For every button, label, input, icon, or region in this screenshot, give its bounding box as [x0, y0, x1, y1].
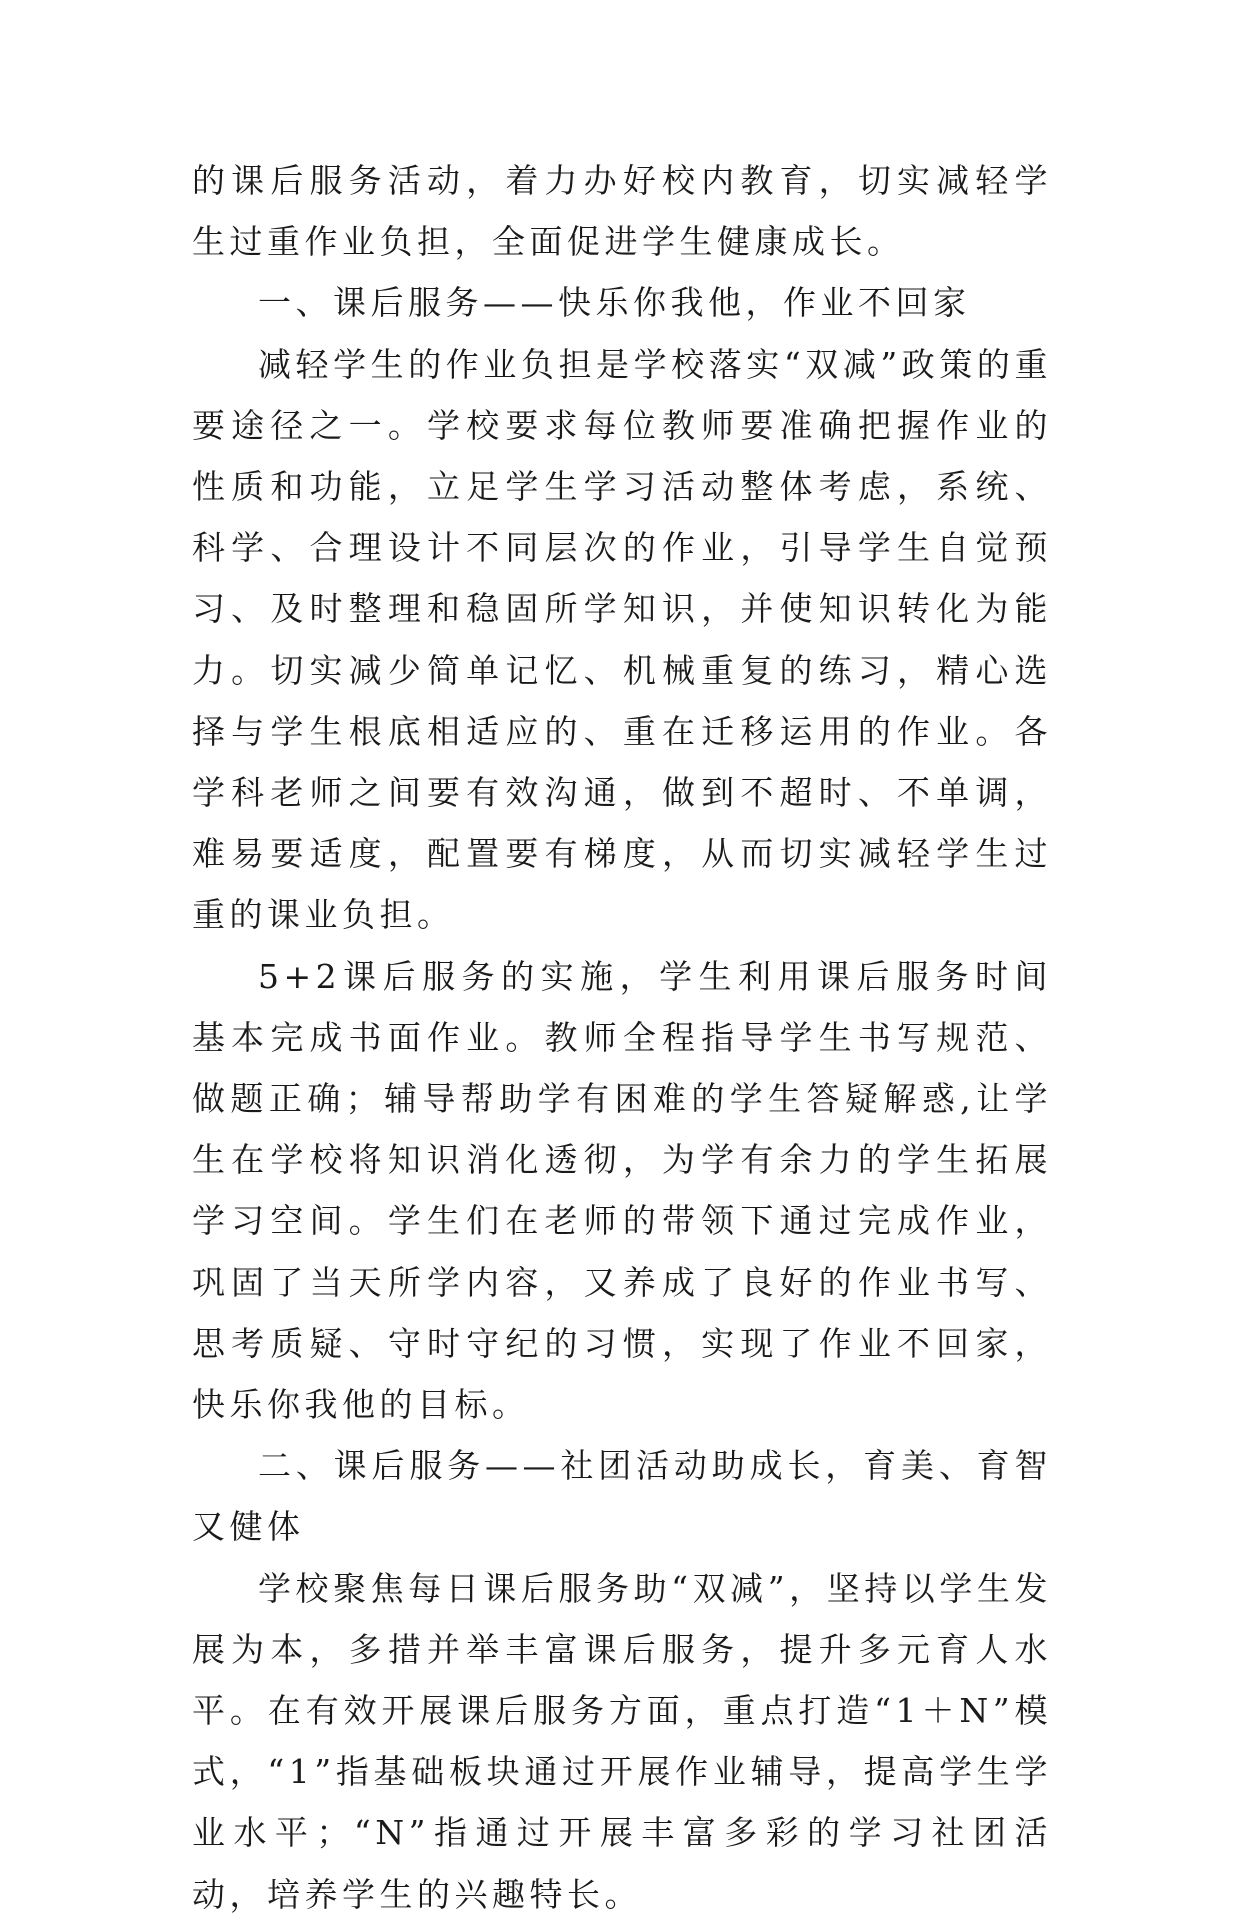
section-heading-2: 二、课后服务——社团活动助成长，育美、育智又健体: [192, 1446, 1052, 1547]
paragraph: 5+2课后服务的实施，学生利用课后服务时间基本完成书面作业。教师全程指导学生书写规范、做题正确；辅导帮助学有困难的学生答疑解惑,让学生在学校将知识消化透彻，为学有余力的学生拓展学习空间。学生们在老师的带领下通过完成作业，巩固了当天所学内容，又养成了良好的作业书写、思考质疑、守时守纪的习惯，实现了作业不回家，快乐你我他的目标。: [192, 956, 1052, 1425]
paragraph-continued: 的课后服务活动，着力办好校内教育，切实减轻学生过重作业负担，全面促进学生健康成长。: [192, 161, 1052, 262]
document-body: [192, 150, 1052, 1925]
paragraph: 减轻学生的作业负担是学校落实“双减”政策的重要途径之一。学校要求每位教师要准确把握作业的性质和功能，立足学生学习活动整体考虑，系统、科学、合理设计不同层次的作业，引导学生自觉预习、及时整理和稳固所学知识，并使知识转化为能力。切实减少简单记忆、机械重复的练习，精心选择与学生根底相适应的、重在迁移运用的作业。各学科老师之间要有效沟通，做到不超时、不单调，难易要适度，配置要有梯度，从而切实减轻学生过重的课业负担。: [192, 344, 1052, 935]
paragraph: 学校聚焦每日课后服务助“双减”，坚持以学生发展为本，多措并举丰富课后服务，提升多元育人水平。在有效开展课后服务方面，重点打造“1＋N”模式，“1”指基础板块通过开展作业辅导，提高学生学业水平；“N”指通过开展丰富多彩的学习社团活动，培养学生的兴趣特长。: [192, 1568, 1052, 1914]
section-heading-1: 一、课后服务——快乐你我他，作业不回家: [258, 283, 971, 323]
